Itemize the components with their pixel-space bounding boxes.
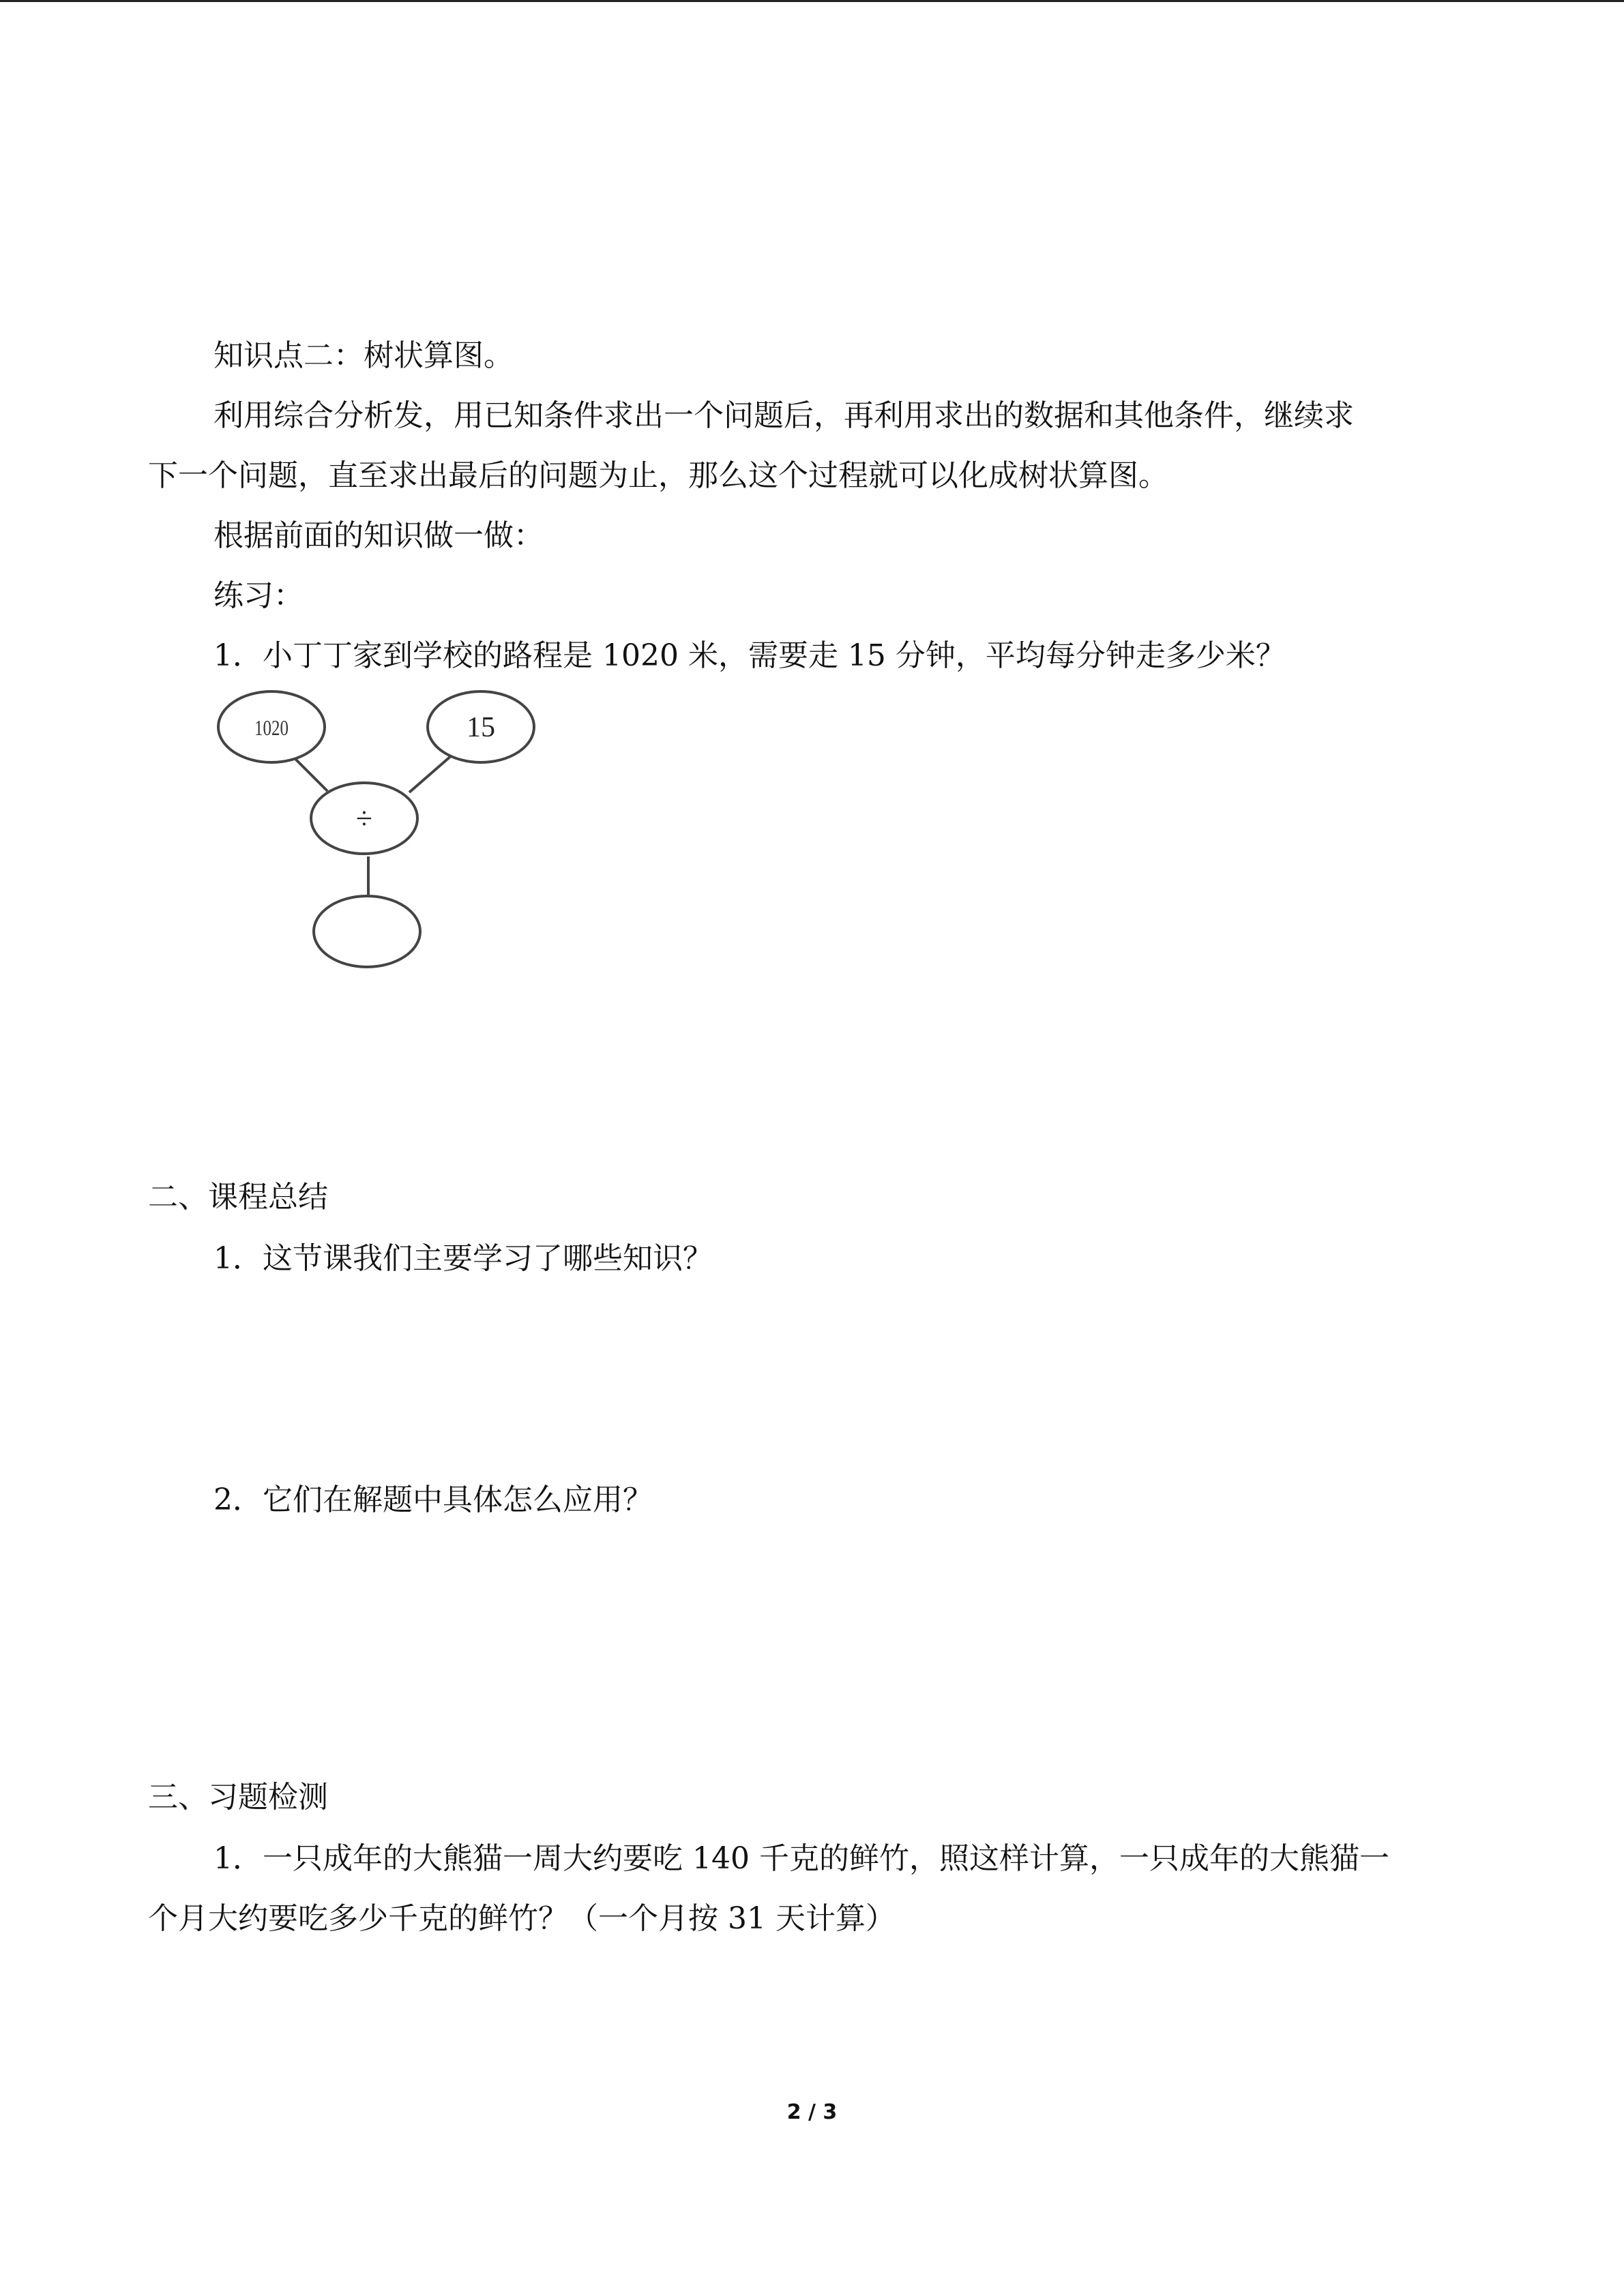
exercise-check-heading: 三、习题检测 xyxy=(148,1780,328,1815)
exercise-label: 练习： xyxy=(213,578,304,613)
summary-question-2: 2．它们在解题中具体怎么应用？ xyxy=(213,1482,653,1517)
summary-question-1: 1．这节课我们主要学习了哪些知识？ xyxy=(213,1241,713,1276)
connector-right xyxy=(409,756,452,792)
paragraph-line-1: 利用综合分析发，用已知条件求出一个问题后，再利用求出的数据和其他条件，继续求 xyxy=(213,398,1354,433)
practice-prompt: 根据前面的知识做一做： xyxy=(213,518,544,553)
paragraph-line-2: 下一个问题，直至求出最后的问题为止，那么这个过程就可以化成树状算图。 xyxy=(148,458,1168,493)
tree-diagram xyxy=(205,682,559,982)
page-number: 2 / 3 xyxy=(786,2100,838,2124)
operator-symbol: ÷ xyxy=(355,802,373,835)
knowledge-point-2-heading: 知识点二：树状算图。 xyxy=(213,338,514,373)
result-node xyxy=(314,896,420,967)
exercise-check-question-1-line-2: 个月大约要吃多少千克的鲜竹？（一个月按 31 天计算） xyxy=(148,1901,896,1936)
exercise-question-1: 1．小丁丁家到学校的路程是 1020 米，需要走 15 分钟，平均每分钟走多少米？ xyxy=(213,638,1286,673)
right-operand-value: 15 xyxy=(467,712,495,743)
top-border xyxy=(0,0,1624,2)
exercise-check-question-1-line-1: 1．一只成年的大熊猫一周大约要吃 140 千克的鲜竹，照这样计算，一只成年的大熊猫一 xyxy=(213,1841,1389,1876)
summary-heading: 二、课程总结 xyxy=(148,1180,328,1214)
connector-left xyxy=(292,756,327,791)
left-operand-value: 1020 xyxy=(254,716,289,741)
